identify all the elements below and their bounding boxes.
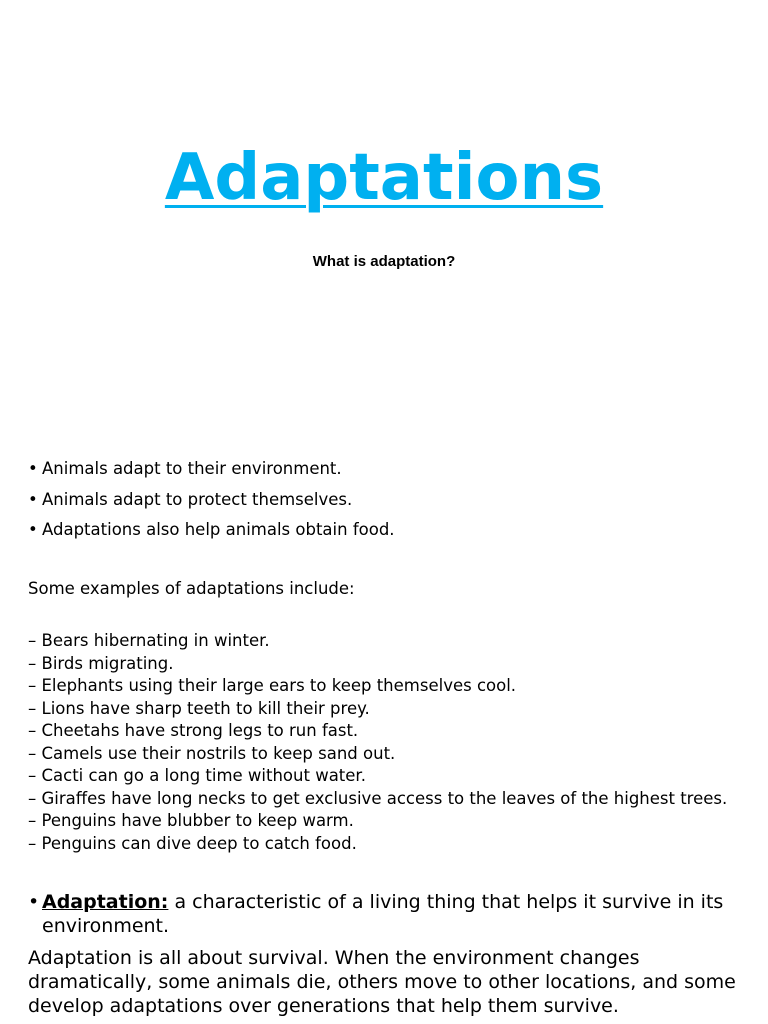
list-item [28, 519, 395, 550]
example-item: – Penguins can dive deep to catch food. [28, 833, 357, 853]
bullet-icon: • [28, 489, 38, 509]
example-item: – Camels use their nostrils to keep sand out. [28, 743, 396, 763]
example-item: – Elephants using their large ears to keep themselves cool. [28, 676, 517, 695]
example-item: – Bears hibernating in winter. [28, 631, 270, 650]
summary-paragraph: Adaptation is all about survival. When the environment changes dramatically, some animals die, others move to other locations, and some develop adaptations over generations that help them survive. [28, 947, 736, 1017]
definition-term: Adaptation: [42, 891, 169, 913]
list-item [28, 489, 395, 520]
example-item: – Penguins have blubber to keep warm. [28, 811, 354, 830]
bullet-icon: • [28, 459, 38, 478]
example-item: – Giraffes have long necks to get exclusive access to the leaves of the highest trees. [28, 788, 728, 808]
bullet-text: Adaptations also help animals obtain food. [42, 520, 395, 539]
bullet-text: Animals adapt to protect themselves. [42, 489, 353, 509]
examples-list [28, 630, 727, 855]
example-item: – Lions have sharp teeth to kill their prey. [28, 698, 370, 718]
example-item: – Birds migrating. [28, 653, 174, 673]
definition [28, 890, 728, 938]
page-title: Adaptations [164, 141, 604, 215]
bullet-icon: • [28, 891, 40, 913]
example-item: – Cacti can go a long time without water. [28, 766, 366, 785]
examples-intro: Some examples of adaptations include: [28, 579, 355, 598]
definition-text [28, 890, 728, 938]
subtitle: What is adaptation? [312, 253, 456, 270]
example-item: – Cheetahs have strong legs to run fast. [28, 721, 359, 740]
bullet-icon: • [28, 520, 38, 539]
bullet-list [28, 458, 395, 550]
definition-body: a characteristic of a living thing that helps it survive in its environment. [42, 891, 724, 937]
bullet-text: Animals adapt to their environment. [42, 459, 342, 478]
list-item [28, 458, 395, 489]
